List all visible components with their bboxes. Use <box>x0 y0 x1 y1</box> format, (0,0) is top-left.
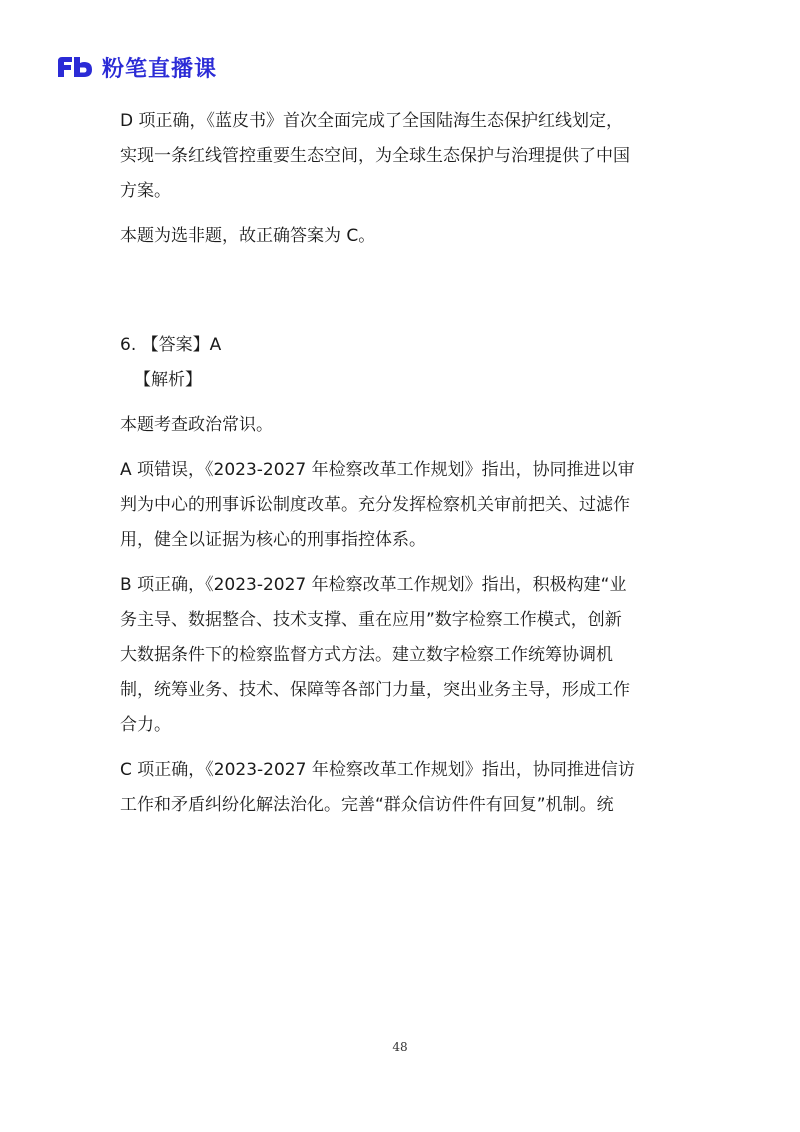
text-line: 务主导、数据整合、技术支撑、重在应用”数字检察工作模式，创新 <box>120 610 622 630</box>
text-line: 大数据条件下的检察监督方式方法。建立数字检察工作统筹协调机 <box>120 645 613 665</box>
text-line: 工作和矛盾纠纷化解法治化。完善“群众信访件件有回复”机制。统 <box>120 795 614 815</box>
text-line: 合力。 <box>120 715 171 735</box>
paragraph-conclusion: 本题为选非题，故正确答案为 C。 <box>120 226 376 246</box>
page-number: 48 <box>392 1040 408 1054</box>
paragraph-intro: 本题考查政治常识。 <box>120 415 273 435</box>
paragraph-c-item <box>120 753 690 823</box>
analysis-heading: 【解析】 <box>134 370 202 390</box>
text-line: D 项正确，《蓝皮书》首次全面完成了全国陆海生态保护红线划定， <box>120 111 623 131</box>
text-line: B 项正确，《2023-2027 年检察改革工作规划》指出，积极构建“业 <box>120 575 627 595</box>
text-line: 方案。 <box>120 181 171 201</box>
document-body <box>120 104 690 823</box>
paragraph-b-item <box>120 568 690 743</box>
text-line: 制，统筹业务、技术、保障等各部门力量，突出业务主导，形成工作 <box>120 680 630 700</box>
question-6-answer: 6. 【答案】A <box>120 335 222 355</box>
text-line: C 项正确，《2023-2027 年检察改革工作规划》指出，协同推进信访 <box>120 760 635 780</box>
paragraph-d-item <box>120 104 690 209</box>
text-line: A 项错误，《2023-2027 年检察改革工作规划》指出，协同推进以审 <box>120 460 635 480</box>
brand-name: 粉笔直播课 <box>102 56 218 82</box>
paragraph-a-item <box>120 453 690 558</box>
header <box>56 52 217 82</box>
text-line: 判为中心的刑事诉讼制度改革。充分发挥检察机关审前把关、过滤作 <box>120 495 630 515</box>
text-line: 实现一条红线管控重要生态空间，为全球生态保护与治理提供了中国 <box>120 146 630 166</box>
fb-logo-icon <box>56 55 96 79</box>
text-line: 用，健全以证据为核心的刑事指控体系。 <box>120 530 426 550</box>
